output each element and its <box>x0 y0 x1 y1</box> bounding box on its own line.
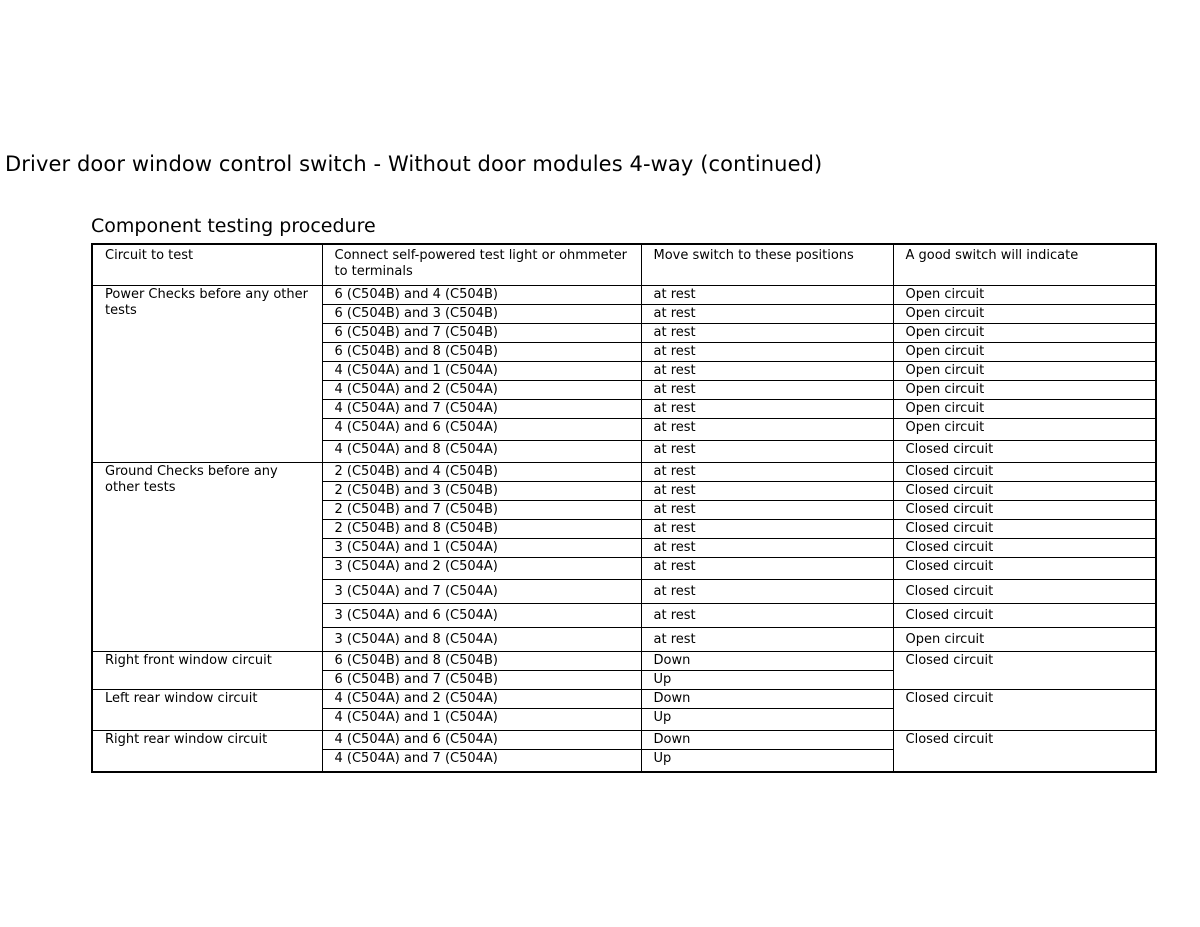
connect-cell: 4 (C504A) and 2 (C504A) <box>322 690 641 709</box>
connect-cell: 3 (C504A) and 6 (C504A) <box>322 604 641 628</box>
connect-cell: 6 (C504B) and 8 (C504B) <box>322 652 641 671</box>
position-cell: at rest <box>641 324 893 343</box>
connect-cell: 6 (C504B) and 7 (C504B) <box>322 671 641 690</box>
connect-cell: 2 (C504B) and 7 (C504B) <box>322 501 641 520</box>
position-cell: Up <box>641 750 893 773</box>
header-connect: Connect self-powered test light or ohmmeter to terminals <box>322 244 641 286</box>
indicate-cell: Open circuit <box>893 381 1156 400</box>
position-cell: Up <box>641 671 893 690</box>
position-cell: at rest <box>641 520 893 539</box>
indicate-cell: Closed circuit <box>893 441 1156 463</box>
position-cell: Up <box>641 709 893 731</box>
table-row <box>92 652 1156 671</box>
position-cell: at rest <box>641 482 893 501</box>
table-header-row <box>92 244 1156 286</box>
indicate-cell: Open circuit <box>893 305 1156 324</box>
connect-cell: 4 (C504A) and 8 (C504A) <box>322 441 641 463</box>
position-cell: at rest <box>641 558 893 580</box>
group-left-rear-window: Left rear window circuit <box>92 690 322 731</box>
table-row <box>92 286 1156 305</box>
header-position: Move switch to these positions <box>641 244 893 286</box>
indicate-cell: Open circuit <box>893 419 1156 441</box>
indicate-cell: Closed circuit <box>893 690 1156 731</box>
indicate-cell: Closed circuit <box>893 463 1156 482</box>
indicate-cell: Closed circuit <box>893 501 1156 520</box>
position-cell: at rest <box>641 441 893 463</box>
connect-cell: 4 (C504A) and 6 (C504A) <box>322 731 641 750</box>
position-cell: at rest <box>641 628 893 652</box>
table-row <box>92 690 1156 709</box>
connect-cell: 6 (C504B) and 8 (C504B) <box>322 343 641 362</box>
connect-cell: 2 (C504B) and 4 (C504B) <box>322 463 641 482</box>
position-cell: at rest <box>641 539 893 558</box>
position-cell: Down <box>641 731 893 750</box>
table-row <box>92 463 1156 482</box>
indicate-cell: Closed circuit <box>893 604 1156 628</box>
indicate-cell: Closed circuit <box>893 539 1156 558</box>
connect-cell: 6 (C504B) and 4 (C504B) <box>322 286 641 305</box>
position-cell: at rest <box>641 343 893 362</box>
indicate-cell: Closed circuit <box>893 520 1156 539</box>
position-cell: at rest <box>641 400 893 419</box>
position-cell: at rest <box>641 501 893 520</box>
indicate-cell: Closed circuit <box>893 482 1156 501</box>
position-cell: at rest <box>641 305 893 324</box>
indicate-cell: Closed circuit <box>893 558 1156 580</box>
connect-cell: 3 (C504A) and 2 (C504A) <box>322 558 641 580</box>
indicate-cell: Open circuit <box>893 362 1156 381</box>
header-circuit: Circuit to test <box>92 244 322 286</box>
position-cell: Down <box>641 690 893 709</box>
group-ground-checks: Ground Checks before any other tests <box>92 463 322 652</box>
position-cell: at rest <box>641 381 893 400</box>
connect-cell: 2 (C504B) and 3 (C504B) <box>322 482 641 501</box>
group-right-rear-window: Right rear window circuit <box>92 731 322 773</box>
indicate-cell: Open circuit <box>893 400 1156 419</box>
position-cell: at rest <box>641 580 893 604</box>
connect-cell: 4 (C504A) and 1 (C504A) <box>322 709 641 731</box>
page-title: Driver door window control switch - Without door modules 4-way (continued) <box>5 152 823 176</box>
connect-cell: 6 (C504B) and 7 (C504B) <box>322 324 641 343</box>
position-cell: at rest <box>641 286 893 305</box>
indicate-cell: Open circuit <box>893 324 1156 343</box>
indicate-cell: Closed circuit <box>893 731 1156 773</box>
component-testing-table <box>91 243 1157 773</box>
group-right-front-window: Right front window circuit <box>92 652 322 690</box>
indicate-cell: Closed circuit <box>893 652 1156 690</box>
indicate-cell: Open circuit <box>893 343 1156 362</box>
position-cell: at rest <box>641 362 893 381</box>
position-cell: at rest <box>641 604 893 628</box>
position-cell: at rest <box>641 419 893 441</box>
group-power-checks: Power Checks before any other tests <box>92 286 322 463</box>
connect-cell: 6 (C504B) and 3 (C504B) <box>322 305 641 324</box>
table-row <box>92 731 1156 750</box>
connect-cell: 4 (C504A) and 7 (C504A) <box>322 400 641 419</box>
position-cell: Down <box>641 652 893 671</box>
connect-cell: 3 (C504A) and 1 (C504A) <box>322 539 641 558</box>
indicate-cell: Open circuit <box>893 286 1156 305</box>
connect-cell: 2 (C504B) and 8 (C504B) <box>322 520 641 539</box>
indicate-cell: Closed circuit <box>893 580 1156 604</box>
position-cell: at rest <box>641 463 893 482</box>
connect-cell: 3 (C504A) and 7 (C504A) <box>322 580 641 604</box>
connect-cell: 4 (C504A) and 6 (C504A) <box>322 419 641 441</box>
connect-cell: 3 (C504A) and 8 (C504A) <box>322 628 641 652</box>
section-title: Component testing procedure <box>91 215 376 237</box>
connect-cell: 4 (C504A) and 7 (C504A) <box>322 750 641 773</box>
indicate-cell: Open circuit <box>893 628 1156 652</box>
connect-cell: 4 (C504A) and 2 (C504A) <box>322 381 641 400</box>
connect-cell: 4 (C504A) and 1 (C504A) <box>322 362 641 381</box>
header-indicate: A good switch will indicate <box>893 244 1156 286</box>
